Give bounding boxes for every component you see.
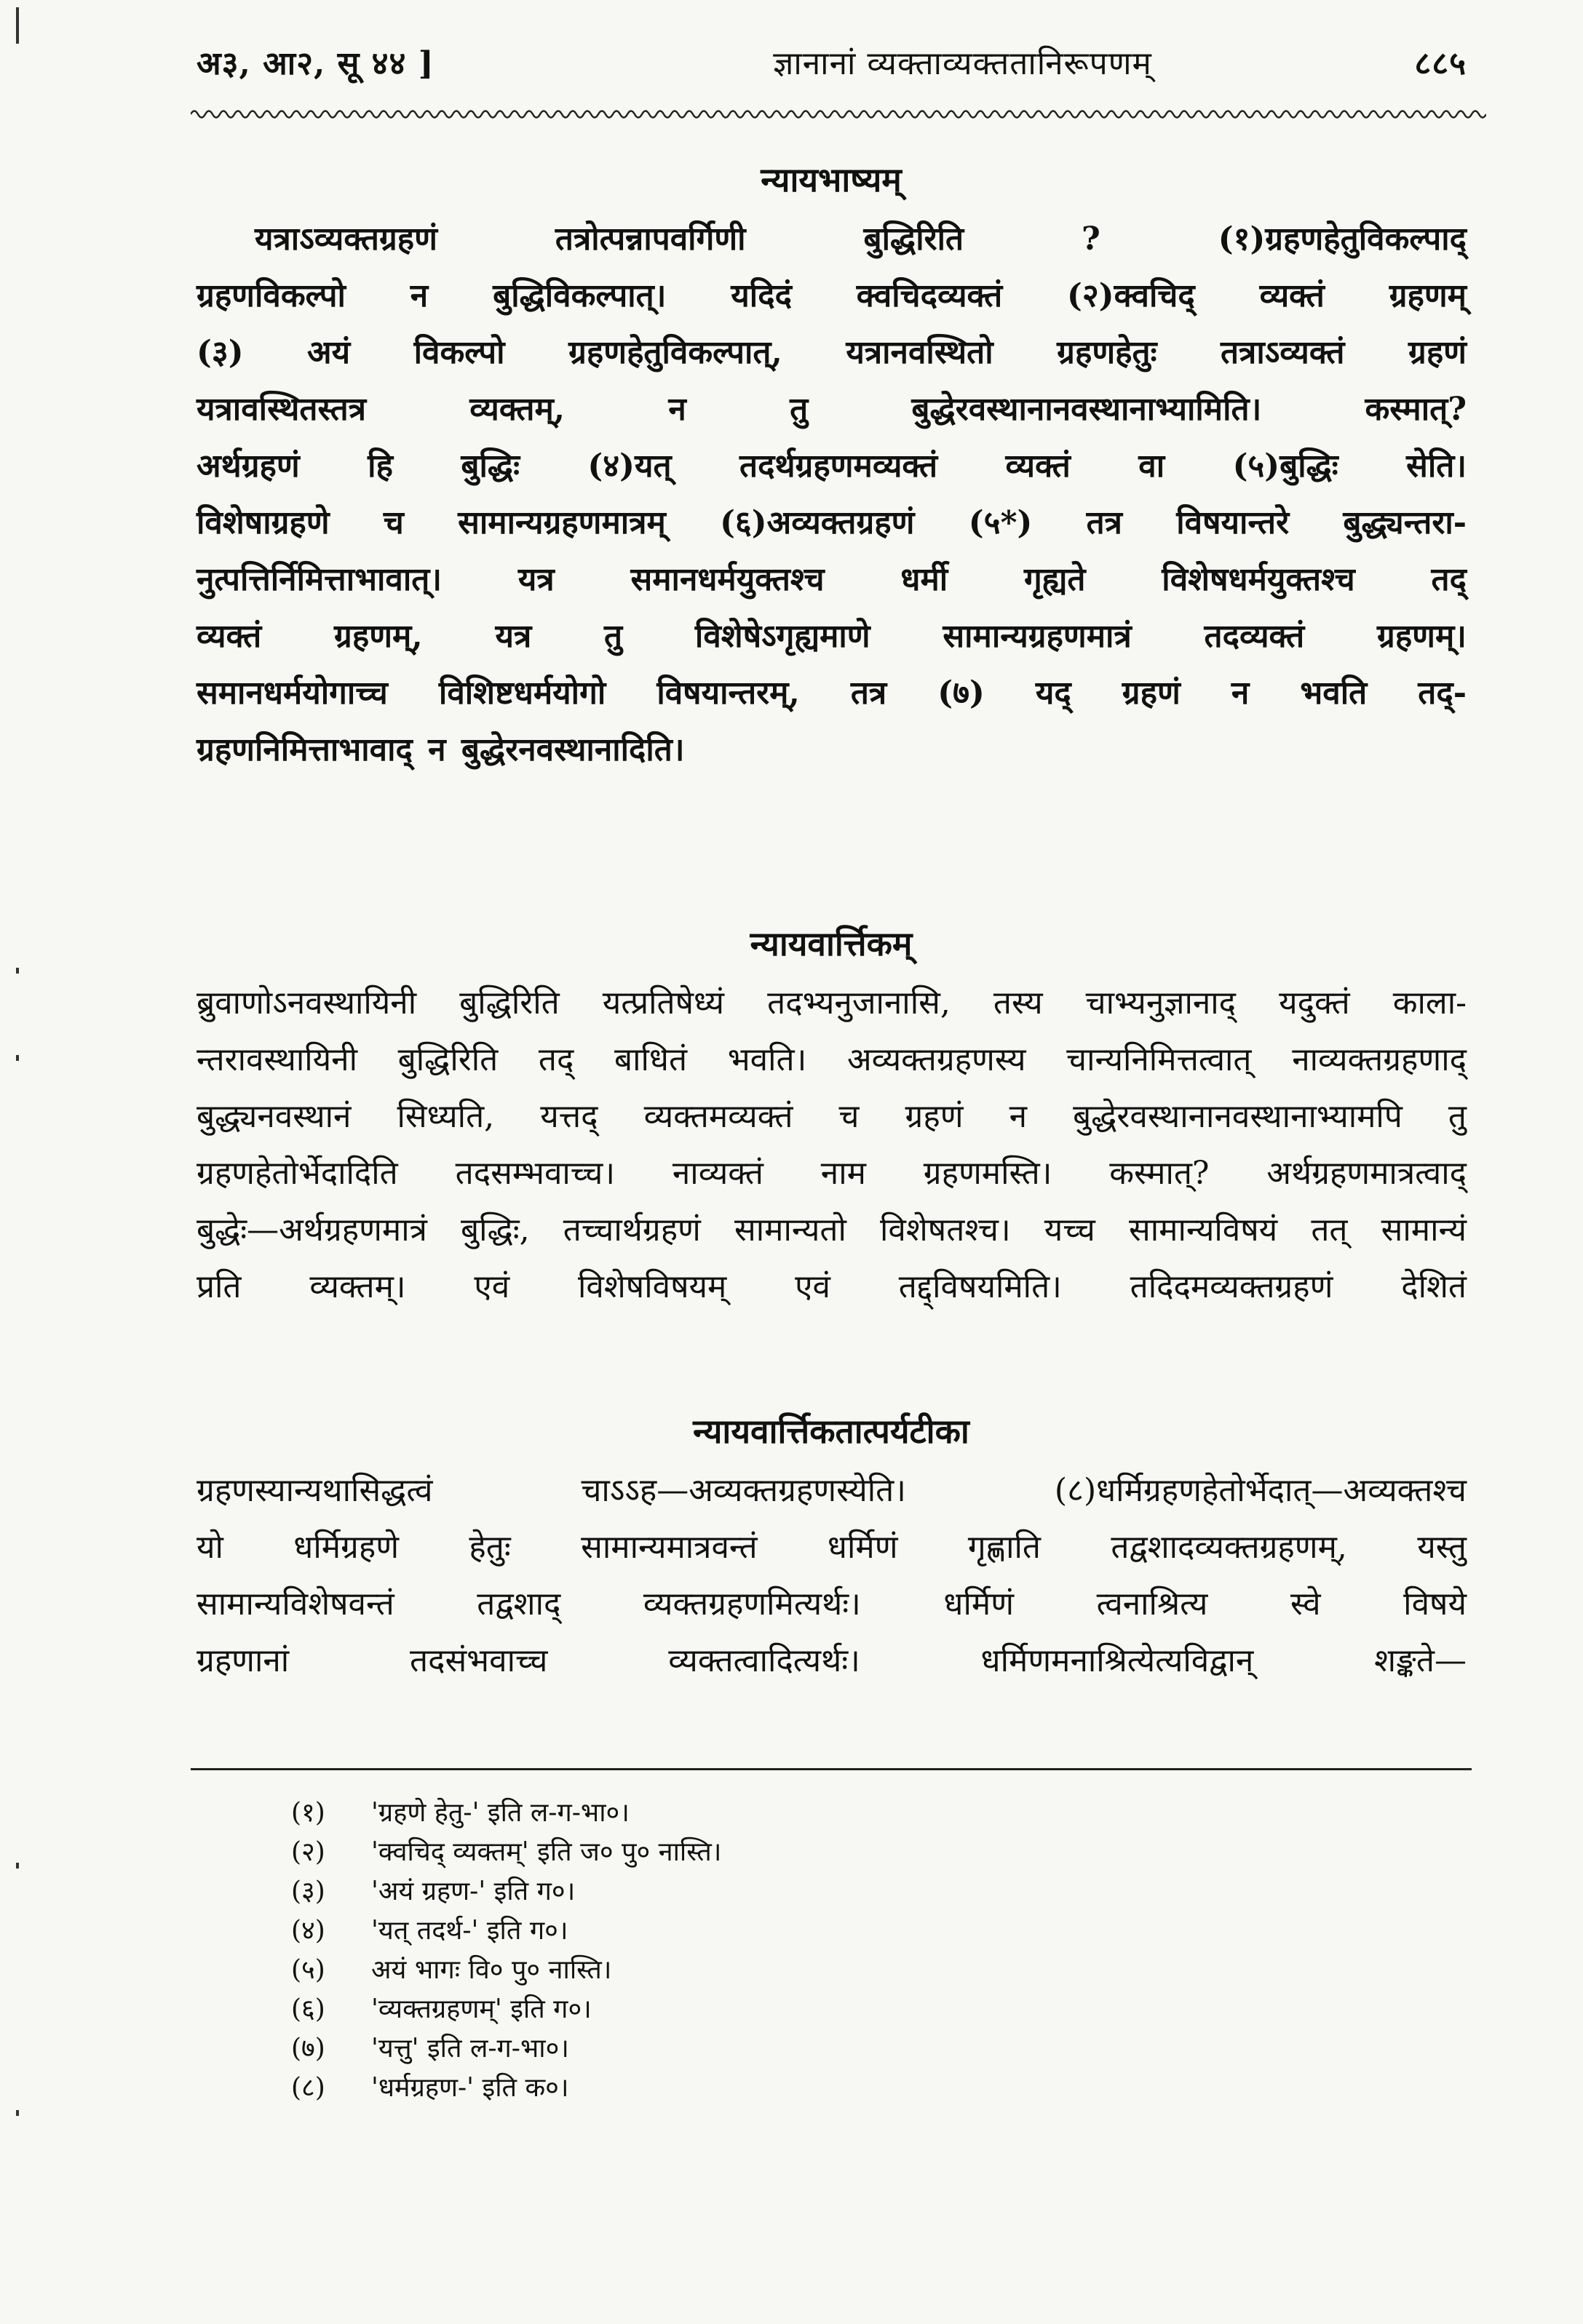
nyayabhashyam-text: [197, 211, 1467, 779]
footnote-text: 'यत्तु' इति ल-ग-भा०।: [371, 2034, 569, 2064]
footnote-number: (१): [291, 1798, 325, 1828]
chapter-sutra-reference: अ३, आ२, सू ४४ ]: [197, 45, 435, 82]
text-line: यो धर्मिग्रहणे हेतुः सामान्यमात्रवन्तं धर्मिणं गृह्णाति तद्वशादव्यक्तग्रहणम्, यस्तु: [197, 1529, 1467, 1566]
text-line: बुद्धेः—अर्थग्रहणमात्रं बुद्धिः, तच्चार्थग्रहणं सामान्यतो विशेषतश्च। यच्च सामान्यविषयं तत् सामान्यं: [197, 1211, 1467, 1249]
footnote-number: (६): [291, 1994, 325, 2024]
footnote-separator: [191, 1768, 1472, 1770]
page-number: ८८५: [1414, 45, 1467, 82]
text-line: (३) अयं विकल्पो ग्रहणहेतुविकल्पात्, यत्रानवस्थितो ग्रहणहेतुः तत्राऽव्यक्तं ग्रहणं: [197, 334, 1467, 371]
footnote-number: (२): [291, 1837, 325, 1867]
footnotes: [291, 1794, 1165, 2108]
footnote: [291, 1911, 1165, 1951]
text-line: न्तरावस्थायिनी बुद्धिरिति तद् बाधितं भवति। अव्यक्तग्रहणस्य चान्यनिमित्तत्वात् नाव्यक्तग्रहणाद्: [197, 1041, 1467, 1078]
text-line: ग्रहणानां तदसंभवाच्च व्यक्तत्वादित्यर्थः। धर्मिणमनाश्रित्येत्यविद्वान् शङ्कते—: [197, 1642, 1467, 1679]
text-line: अर्थग्रहणं हि बुद्धिः (४)यत् तदर्थग्रहणमव्यक्तं व्यक्तं वा (५)बुद्धिः सेति।: [197, 447, 1467, 485]
footnote-number: (३): [291, 1877, 325, 1906]
text-line: सामान्यविशेषवन्तं तद्वशाद् व्यक्तग्रहणमित्यर्थः। धर्मिणं त्वनाश्रित्य स्वे विषये: [197, 1585, 1467, 1623]
footnote-text: 'धर्मग्रहण-' इति क०।: [371, 2073, 569, 2103]
footnote-text: 'अयं ग्रहण-' इति ग०।: [371, 1877, 576, 1906]
running-title: ज्ञानानां व्यक्ताव्यक्ततानिरूपणम्: [773, 45, 1152, 82]
text-line: ब्रुवाणोऽनवस्थायिनी बुद्धिरिति यत्प्रतिषेध्यं तदभ्यनुजानासि, तस्य चाभ्यनुज्ञानाद् यदुक्तं काला-: [197, 984, 1467, 1022]
footnote: [291, 1990, 1165, 2029]
text-line: यत्राऽव्यक्तग्रहणं तत्रोत्पन्नापवर्गिणी बुद्धिरिति ? (१)ग्रहणहेतुविकल्पाद्: [255, 220, 1467, 258]
footnote-text: 'यत् तदर्थ-' इति ग०।: [371, 1916, 568, 1946]
text-line: ग्रहणस्यान्यथासिद्धत्वं चाऽऽह—अव्यक्तग्रहणस्येति। (८)धर्मिग्रहणहेतोर्भेदात्—अव्यक्तश्च: [197, 1472, 1467, 1509]
footnote: [291, 1951, 1165, 1990]
footnote-text: अयं भागः वि० पु० नास्ति।: [371, 1955, 612, 1985]
page-header: [197, 40, 1467, 84]
text-line: समानधर्मयोगाच्च विशिष्टधर्मयोगो विषयान्तरम्, तत्र (७) यद् ग्रहणं न भवति तद्-: [197, 674, 1467, 712]
footnote-text: 'ग्रहणे हेतु-' इति ल-ग-भा०।: [371, 1798, 630, 1828]
footnote-number: (७): [291, 2034, 325, 2064]
text-line: ग्रहणविकल्पो न बुद्धिविकल्पात्। यदिदं क्वचिदव्यक्तं (२)क्वचिद् व्यक्तं ग्रहणम्: [197, 277, 1467, 314]
footnote: [291, 2069, 1165, 2108]
footnote-text: 'व्यक्तग्रहणम्' इति ग०।: [371, 1994, 592, 2024]
tatparyatika-text: [197, 1463, 1467, 1690]
footnote-text: 'क्वचिद् व्यक्तम्' इति ज० पु० नास्ति।: [371, 1837, 722, 1867]
section-heading-nyayabhashyam: न्यायभाष्यम्: [761, 160, 902, 199]
nyayavarttikam-text: [197, 975, 1467, 1316]
text-line: यत्रावस्थितस्तत्र व्यक्तम्, न तु बुद्धेरवस्थानानवस्थानाभ्यामिति। कस्मात्?: [197, 391, 1467, 428]
footnote-number: (८): [291, 2073, 325, 2103]
header-wavy-rule: [191, 106, 1486, 122]
text-line: नुत्पत्तिर्निमित्ताभावात्। यत्र समानधर्मयुक्तश्च धर्मी गृह्यते विशेषधर्मयुक्तश्च तद्: [197, 561, 1467, 598]
text-line: बुद्ध्यनवस्थानं सिध्यति, यत्तद् व्यक्तमव्यक्तं च ग्रहणं न बुद्धेरवस्थानानवस्थानाभ्यामपि तु: [197, 1098, 1467, 1135]
text-line: ग्रहणहेतोर्भेदादिति तदसम्भवाच्च। नाव्यक्तं नाम ग्रहणमस्ति। कस्मात्? अर्थग्रहणमात्रत्वाद्: [197, 1155, 1467, 1192]
text-line: प्रति व्यक्तम्। एवं विशेषविषयम् एवं तद्द्विषयमिति। तदिदमव्यक्तग्रहणं देशितं: [197, 1268, 1467, 1305]
footnote: [291, 1794, 1165, 1833]
section-heading-nyayavarttikam: न्यायवार्त्तिकम्: [750, 924, 913, 963]
footnote: [291, 1872, 1165, 1911]
footnote: [291, 1833, 1165, 1872]
footnote-number: (४): [291, 1916, 325, 1946]
footnote-number: (५): [291, 1955, 325, 1985]
text-line: व्यक्तं ग्रहणम्, यत्र तु विशेषेऽगृह्यमाणे सामान्यग्रहणमात्रं तदव्यक्तं ग्रहणम्।: [197, 618, 1467, 655]
footnote: [291, 2029, 1165, 2069]
section-heading-tatparyatika: न्यायवार्त्तिकतात्पर्यटीका: [693, 1412, 969, 1451]
text-line: ग्रहणनिमित्ताभावाद् न बुद्धेरनवस्थानादिति।: [197, 731, 685, 768]
scan-margin-marks: [9, 0, 31, 2324]
text-line: विशेषाग्रहणे च सामान्यग्रहणमात्रम् (६)अव्यक्तग्रहणं (५*) तत्र विषयान्तरे बुद्ध्यन्तरा-: [197, 504, 1467, 541]
